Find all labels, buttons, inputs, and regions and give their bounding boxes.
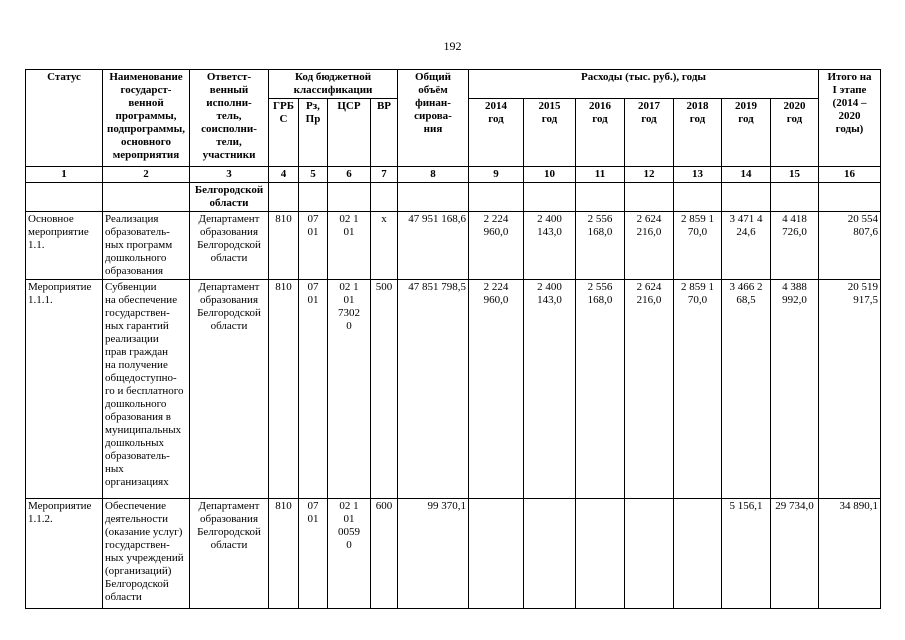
row-year-2020: 29 734,0	[771, 499, 819, 609]
row-year-2016: 2 556 168,0	[576, 280, 625, 499]
row-stage-total: 20 554 807,6	[819, 212, 881, 280]
column-number: 2	[103, 167, 190, 183]
header-name: Наименование государст- венной программы, подпрограммы, основного мероприятия	[103, 70, 190, 167]
region-label: Белгородской области	[190, 183, 269, 212]
table-row	[26, 280, 881, 499]
row-grbs: 810	[269, 280, 299, 499]
header-rzpr: Рз, Пр	[299, 99, 328, 167]
row-year-2017: 2 624 216,0	[625, 212, 674, 280]
row-responsible: Департамент образования Белгородской области	[190, 280, 269, 499]
header-year-2016: 2016 год	[576, 99, 625, 167]
header-responsible: Ответст- венный исполни- тель, соисполни- тели, участники	[190, 70, 269, 167]
row-vr: 600	[371, 499, 398, 609]
row-year-2015: 2 400 143,0	[524, 280, 576, 499]
row-vr: 500	[371, 280, 398, 499]
row-year-2016: 2 556 168,0	[576, 212, 625, 280]
row-year-2018: 2 859 1 70,0	[674, 212, 722, 280]
row-rzpr: 07 01	[299, 280, 328, 499]
row-year-2020: 4 418 726,0	[771, 212, 819, 280]
header-budget-code: Код бюджетной классификации	[269, 70, 398, 99]
row-status: Мероприятие 1.1.1.	[26, 280, 103, 499]
row-grbs: 810	[269, 499, 299, 609]
column-number: 1	[26, 167, 103, 183]
column-number-row	[26, 167, 881, 183]
row-vr: х	[371, 212, 398, 280]
row-year-2014	[469, 499, 524, 609]
row-year-2017: 2 624 216,0	[625, 280, 674, 499]
row-grbs: 810	[269, 212, 299, 280]
row-csr: 02 1 01 0059 0	[328, 499, 371, 609]
header-year-2018: 2018 год	[674, 99, 722, 167]
column-number: 6	[328, 167, 371, 183]
row-year-2019: 5 156,1	[722, 499, 771, 609]
column-number: 13	[674, 167, 722, 183]
header-expenses: Расходы (тыс. руб.), годы	[469, 70, 819, 99]
row-csr: 02 1 01	[328, 212, 371, 280]
row-year-2017	[625, 499, 674, 609]
column-number: 3	[190, 167, 269, 183]
budget-table	[25, 69, 881, 609]
row-status: Основное мероприятие 1.1.	[26, 212, 103, 280]
page-number: 192	[443, 39, 462, 53]
header-status: Статус	[26, 70, 103, 167]
column-number: 5	[299, 167, 328, 183]
header-year-2020: 2020 год	[771, 99, 819, 167]
header-total: Общий объём финан- сирова- ния	[398, 70, 469, 167]
table-row	[26, 212, 881, 280]
header-grbs: ГРБ С	[269, 99, 299, 167]
row-year-2018	[674, 499, 722, 609]
header-year-2017: 2017 год	[625, 99, 674, 167]
header-stage-total: Итого на I этапе (2014 – 2020 годы)	[819, 70, 881, 167]
row-total: 47 951 168,6	[398, 212, 469, 280]
column-number: 12	[625, 167, 674, 183]
column-number: 14	[722, 167, 771, 183]
region-row	[26, 183, 881, 212]
header-vr: ВР	[371, 99, 398, 167]
column-number: 15	[771, 167, 819, 183]
column-number: 11	[576, 167, 625, 183]
row-name: Субвенции на обеспечение государствен- ных гарантий реализации прав граждан на получение общедоступно- го и бесплатного дошкольного образования в муниципальных дошкольных образователь- ных организациях	[103, 280, 190, 499]
row-year-2015: 2 400 143,0	[524, 212, 576, 280]
row-year-2019: 3 466 2 68,5	[722, 280, 771, 499]
row-year-2019: 3 471 4 24,6	[722, 212, 771, 280]
header-year-2019: 2019 год	[722, 99, 771, 167]
column-number: 10	[524, 167, 576, 183]
row-year-2014: 2 224 960,0	[469, 212, 524, 280]
row-stage-total: 34 890,1	[819, 499, 881, 609]
header-year-2014: 2014 год	[469, 99, 524, 167]
row-total: 99 370,1	[398, 499, 469, 609]
column-number: 8	[398, 167, 469, 183]
column-number: 16	[819, 167, 881, 183]
row-year-2015	[524, 499, 576, 609]
row-name: Обеспечение деятельности (оказание услуг) государствен- ных учреждений (организаций) Белгородской области	[103, 499, 190, 609]
row-csr: 02 1 01 7302 0	[328, 280, 371, 499]
row-stage-total: 20 519 917,5	[819, 280, 881, 499]
row-responsible: Департамент образования Белгородской области	[190, 499, 269, 609]
row-year-2016	[576, 499, 625, 609]
row-name: Реализация образователь- ных программ дошкольного образования	[103, 212, 190, 280]
row-total: 47 851 798,5	[398, 280, 469, 499]
table-row	[26, 499, 881, 609]
row-year-2018: 2 859 1 70,0	[674, 280, 722, 499]
row-rzpr: 07 01	[299, 499, 328, 609]
row-rzpr: 07 01	[299, 212, 328, 280]
header-csr: ЦСР	[328, 99, 371, 167]
row-status: Мероприятие 1.1.2.	[26, 499, 103, 609]
row-responsible: Департамент образования Белгородской области	[190, 212, 269, 280]
column-number: 7	[371, 167, 398, 183]
row-year-2014: 2 224 960,0	[469, 280, 524, 499]
column-number: 9	[469, 167, 524, 183]
header-year-2015: 2015 год	[524, 99, 576, 167]
row-year-2020: 4 388 992,0	[771, 280, 819, 499]
column-number: 4	[269, 167, 299, 183]
